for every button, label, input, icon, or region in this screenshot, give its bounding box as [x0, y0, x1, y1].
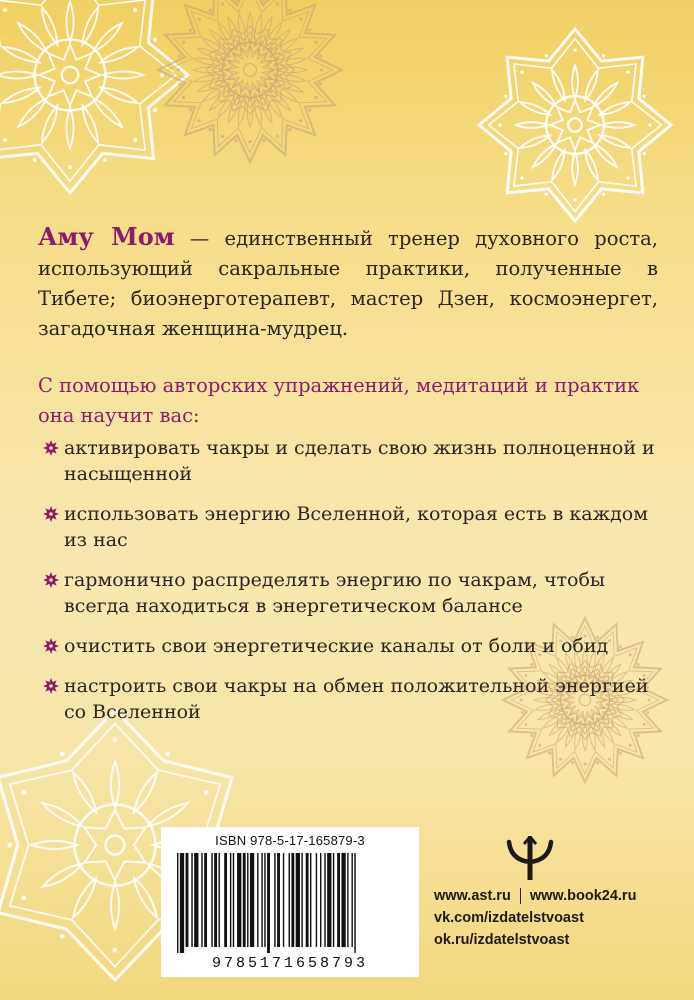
list-item-text: настроить свои чакры на обмен положительной энергией со Вселенной [64, 675, 649, 723]
list-item [38, 435, 658, 487]
isbn-text: ISBN 978-5-17-165879-3 [215, 833, 365, 848]
link-ast[interactable]: www.ast.ru [434, 888, 511, 904]
purple-star-icon [38, 567, 64, 593]
author-description: — единственный тренер духовного роста, использующий сакральные практики, полученные в Тибете; биоэнерготерапевт, мастер Дзен, космоэнергет, загадочная женщина-мудрец. [38, 227, 658, 340]
barcode-digits: 9785171658793 [211, 955, 369, 972]
list-item [38, 633, 658, 659]
list-item-text: использовать энергию Вселенной, которая есть в каждом из нас [64, 503, 649, 551]
barcode-panel [161, 827, 419, 977]
purple-star-icon [38, 673, 64, 699]
purple-star-icon [38, 633, 64, 659]
divider [520, 888, 521, 904]
author-name: Аму Мом [38, 222, 175, 251]
list-item-text: гармонично распределять энергию по чакрам, чтобы всегда находиться в энергетическом балансе [64, 569, 606, 617]
list-item-text: активировать чакры и сделать свою жизнь полноценной и насыщенной [64, 437, 655, 485]
psi-logo-icon [505, 836, 555, 880]
purple-star-icon [38, 435, 64, 461]
benefit-list [38, 435, 658, 739]
list-item [38, 567, 658, 619]
link-ok[interactable]: ok.ru/izdatelstvoast [434, 932, 570, 948]
list-item-text: очистить свои энергетические каналы от боли и обид [64, 635, 609, 657]
link-book24[interactable]: www.book24.ru [529, 888, 637, 904]
publisher-links [434, 885, 664, 951]
list-item [38, 501, 658, 553]
link-vk[interactable]: vk.com/izdatelstvoast [434, 910, 584, 926]
purple-star-icon [38, 501, 64, 527]
mandala-top-right [470, 20, 680, 230]
lead-text: С помощью авторских упражнений, медитаций и практик она научит вас: [38, 374, 640, 427]
list-item [38, 673, 658, 725]
barcode-icon [175, 853, 405, 953]
mandala-top-center [150, 0, 350, 170]
author-intro [38, 222, 658, 344]
